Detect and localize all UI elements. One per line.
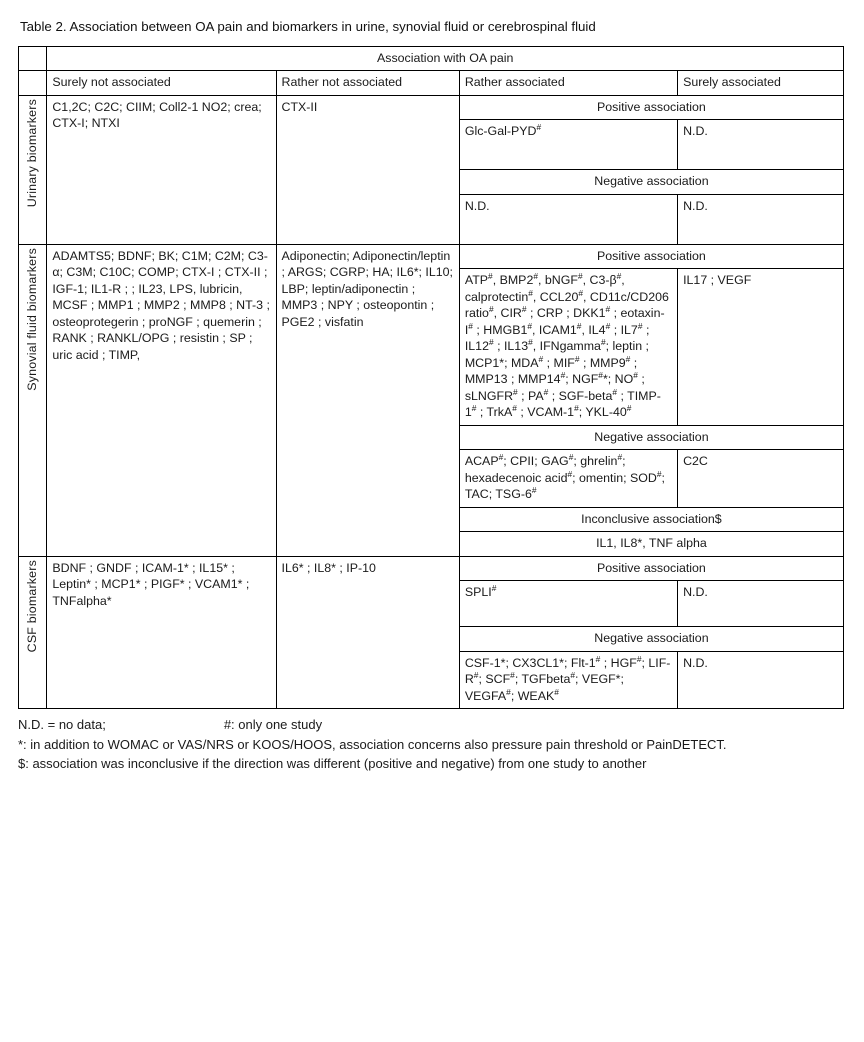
- table-footnotes: [18, 715, 846, 774]
- urinary-positive-rather-cell: Glc-Gal-PYD#: [459, 120, 677, 170]
- column-header-rather-not: Rather not associated: [276, 71, 459, 96]
- table-row: [19, 556, 844, 581]
- csf-surely-not-cell: BDNF ; GNDF ; ICAM-1* ; IL15* ; Leptin* ; MCP1* ; PIGF* ; VCAM1* ; TNFalpha*: [47, 556, 276, 709]
- top-header-association: Association with OA pain: [47, 46, 844, 71]
- synovial-rather-not-cell: Adiponectin; Adiponectin/leptin ; ARGS; CGRP; HA; IL6*; IL10; LBP; leptin/adiponectin ; MMP3 ; NPY ; osteopontin ; PGE2 ; visfatin: [276, 244, 459, 556]
- synovial-negative-header: Negative association: [459, 425, 843, 450]
- column-header-rather: Rather associated: [459, 71, 677, 96]
- csf-negative-rather-cell: CSF-1*; CX3CL1*; Flt-1# ; HGF#; LIF-R#; SCF#; TGFbeta#; VEGF*; VEGFA#; WEAK#: [459, 651, 677, 709]
- csf-positive-header: Positive association: [459, 556, 843, 581]
- synovial-negative-rather-cell: ACAP#; CPII; GAG#; ghrelin#; hexadecenoic acid#; omentin; SOD#; TAC; TSG-6#: [459, 450, 677, 508]
- table-row: [19, 95, 844, 120]
- footnote-nd: N.D. = no data;: [18, 717, 106, 733]
- urinary-rather-not-cell: CTX-II: [276, 95, 459, 244]
- csf-positive-rather-cell: SPLI#: [459, 581, 677, 627]
- table-caption: Table 2. Association between OA pain and biomarkers in urine, synovial fluid or cerebrospinal fluid: [20, 19, 596, 34]
- synovial-positive-surely-cell: IL17 ; VEGF: [678, 269, 844, 426]
- synovial-positive-header: Positive association: [459, 244, 843, 269]
- footnote-star: *: in addition to WOMAC or VAS/NRS or KOOS/HOOS, association concerns also pressure pain threshold or PainDETECT.: [18, 736, 727, 752]
- synovial-inconclusive-header: Inconclusive association$: [459, 507, 843, 532]
- corner-cell: [19, 46, 47, 71]
- footnote-hash: #: only one study: [223, 717, 323, 733]
- corner-cell-2: [19, 71, 47, 96]
- urinary-surely-not-cell: C1,2C; C2C; CIIM; Coll2-1 NO2; crea; CTX-I; NTXI: [47, 95, 276, 244]
- section-label-csf: [19, 556, 47, 709]
- section-label-urinary: [19, 95, 47, 244]
- section-label-synovial: [19, 244, 47, 556]
- column-header-surely-not: Surely not associated: [47, 71, 276, 96]
- section-label-synovial-text: Synovial fluid biomarkers: [25, 247, 40, 391]
- urinary-negative-rather-cell: N.D.: [459, 194, 677, 244]
- table-row: [19, 244, 844, 269]
- csf-positive-surely-cell: N.D.: [678, 581, 844, 627]
- section-label-urinary-text: Urinary biomarkers: [24, 98, 39, 208]
- footnote-dollar: $: association was inconclusive if the direction was different (positive and negative) from one study to another: [18, 756, 647, 772]
- synovial-positive-rather-cell: ATP#, BMP2#, bNGF#, C3-β#, calprotectin#, CCL20#, CD11c/CD206 ratio#, CIR# ; CRP ; DKK1# ; eotaxin-I# ; HMGB1#, ICAM1#, IL4# ; IL7# ; IL12# ; IL13#, IFNgamma#; leptin ; MCP1*; MDA# ; MIF# ; MMP9# ; MMP13 ; MMP14#; NGF#*; NO# ; sLNGFR# ; PA# ; SGF-beta# ; TIMP-1# ; TrkA# ; VCAM-1#; YKL-40#: [459, 269, 677, 426]
- synovial-negative-surely-cell: C2C: [678, 450, 844, 508]
- urinary-negative-surely-cell: N.D.: [678, 194, 844, 244]
- section-label-csf-text: CSF biomarkers: [25, 559, 40, 653]
- csf-negative-header: Negative association: [459, 627, 843, 652]
- table-row: [19, 46, 844, 71]
- biomarkers-table: [18, 46, 844, 710]
- urinary-negative-header: Negative association: [459, 170, 843, 195]
- csf-negative-surely-cell: N.D.: [678, 651, 844, 709]
- synovial-inconclusive-cell: IL1, IL8*, TNF alpha: [459, 532, 843, 557]
- table-row: [19, 71, 844, 96]
- urinary-positive-header: Positive association: [459, 95, 843, 120]
- csf-rather-not-cell: IL6* ; IL8* ; IP-10: [276, 556, 459, 709]
- column-header-surely: Surely associated: [678, 71, 844, 96]
- synovial-surely-not-cell: ADAMTS5; BDNF; BK; C1M; C2M; C3-α; C3M; C10C; COMP; CTX-I ; CTX-II ; IGF-1; IL1-R ; ; IL23, LPS, lubricin, MCSF ; MMP1 ; MMP2 ; MMP8 ; NT-3 ; osteoprotegerin ; proNGF ; quemerin ; RANK ; RANKL/OPG ; resistin ; SP ; uric acid ; TIMP,: [47, 244, 276, 556]
- urinary-positive-surely-cell: N.D.: [678, 120, 844, 170]
